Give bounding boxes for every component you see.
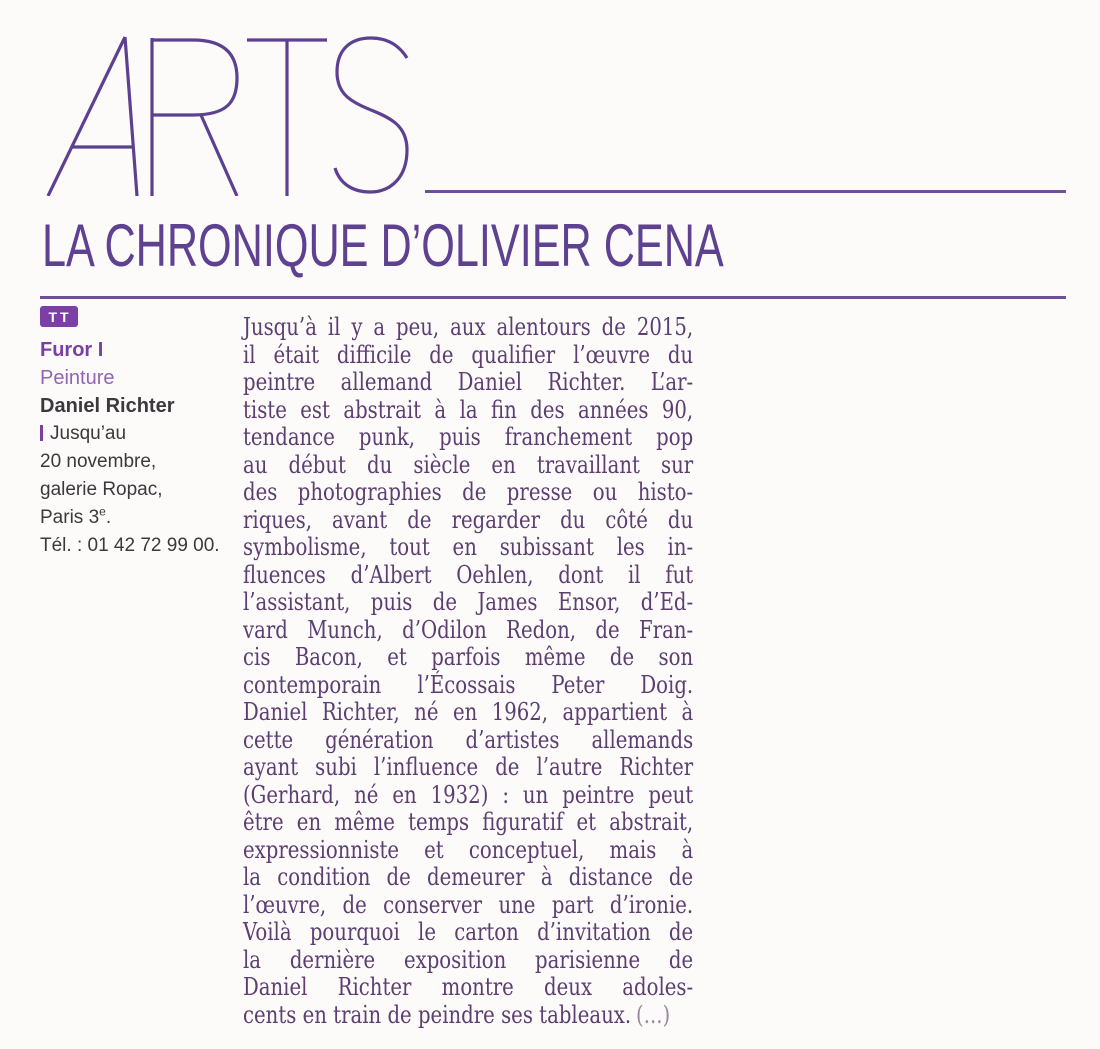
exhibition-info-box [40, 306, 235, 560]
article-line: tendance punk, puis franchement pop [243, 423, 694, 451]
article-line: il était difficile de qualifier l’œuvre du [243, 340, 694, 369]
article-body [243, 314, 693, 1029]
article-line: la condition de demeurer à distance de [243, 863, 694, 891]
article-line: (Gerhard, né en 1932) : un peintre peut [243, 780, 694, 809]
article-line: la dernière exposition parisienne de [243, 945, 694, 974]
article-last-line-text: cents en train de peindre ses tableaux. [243, 1000, 632, 1029]
article-ellipsis: (...) [636, 1000, 671, 1029]
article-line: Jusqu’à il y a peu, aux alentours de 2015, [243, 313, 694, 341]
article-last-line [243, 1002, 693, 1030]
article-line: cette génération d’artistes allemands [243, 725, 694, 754]
detail-bar-icon [40, 425, 43, 441]
article-line: vard Munch, d’Odilon Redon, de Fran- [243, 615, 694, 644]
artist-name: Daniel Richter [40, 395, 175, 417]
article-line: l’œuvre, de conserver une part d’ironie. [243, 890, 694, 919]
gallery-line: galerie Ropac, [40, 479, 163, 500]
article-line: contemporain l’Écossais Peter Doig. [243, 670, 694, 699]
category-label: Peinture [40, 367, 115, 389]
header-rule [425, 190, 1066, 193]
article-line: Voilà pourquoi le carton d’invitation de [243, 918, 694, 946]
article-line: expressionniste et conceptuel, mais à [243, 835, 694, 864]
work-title: Furor I [40, 339, 104, 361]
location-period: . [105, 507, 112, 528]
column-title: LA CHRONIQUE D’OLIVIER CENA [42, 212, 724, 279]
article-line: Daniel Richter, né en 1962, appartient à [243, 698, 694, 726]
rating-badge: TT [40, 306, 78, 327]
article-line: cis Bacon, et parfois même de son [243, 643, 694, 671]
article-line: ayant subi l’influence de l’autre Richter [243, 753, 694, 781]
article-line: symbolisme, tout en subissant les in- [243, 533, 694, 561]
location-line [40, 504, 235, 532]
article-line: tiste est abstrait à la fin des années 90, [243, 395, 694, 424]
article-line: l’assistant, puis de James Ensor, d’Ed- [243, 588, 694, 616]
until-line [40, 420, 235, 448]
article-line: au début du siècle en travaillant sur [243, 450, 694, 479]
until-label: Jusqu’au [50, 423, 127, 444]
section-title [45, 36, 410, 196]
article-line: peintre allemand Daniel Richter. L’ar- [243, 368, 694, 396]
article-line: être en même temps figuratif et abstrait, [243, 808, 694, 836]
arts-wordmark-graphic [45, 36, 410, 196]
location-text: Paris 3 [40, 507, 100, 528]
article-line: des photographies de presse ou histo- [243, 478, 694, 506]
article-line: Daniel Richter montre deux adoles- [243, 973, 694, 1001]
phone-line: Tél. : 01 42 72 99 00. [40, 535, 220, 556]
section-title-text [410, 36, 411, 37]
article-lines [243, 314, 693, 1002]
date-line: 20 novembre, [40, 451, 157, 472]
article-line: fluences d’Albert Oehlen, dont il fut [243, 560, 694, 589]
article-line: riques, avant de regarder du côté du [243, 505, 694, 534]
subtitle-rule [40, 296, 1066, 299]
location-superscript: e [99, 504, 106, 519]
